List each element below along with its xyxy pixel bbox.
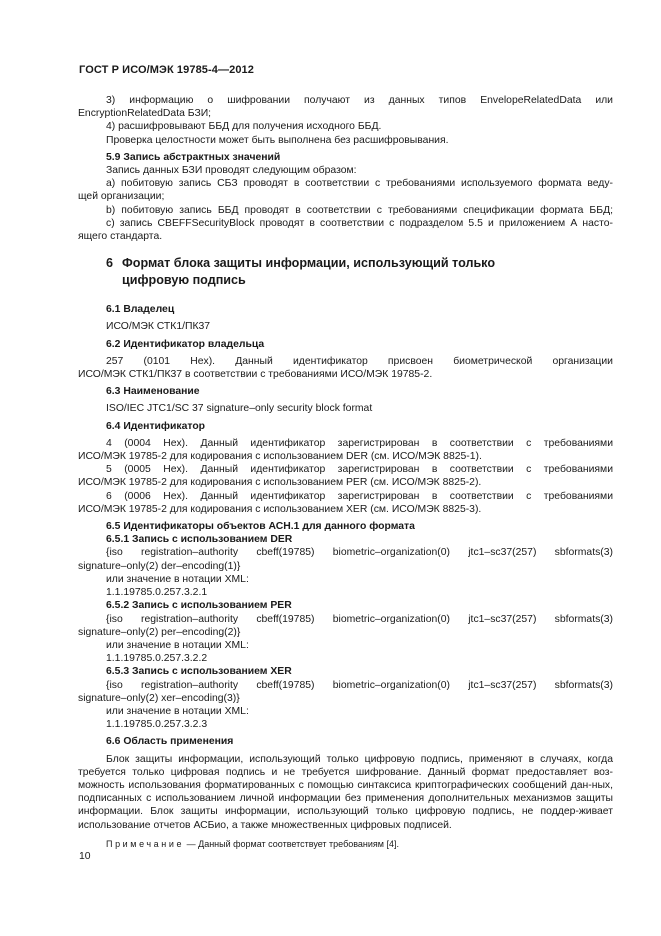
paragraph: EncryptionRelatedData БЗИ; <box>78 108 212 120</box>
note-label: Примечание <box>106 838 185 849</box>
section-heading: 6.1 Владелец <box>106 304 175 316</box>
oid-value: 1.1.19785.0.257.3.2.2 <box>106 653 208 665</box>
chapter-heading <box>106 255 613 289</box>
paragraph: 3) информацию о шифровании получают из данных типов EnvelopeRelatedData или <box>106 95 613 106</box>
document-body <box>78 94 613 851</box>
paragraph: ИСО/МЭК 19785-2 для кодирования с использованием DER (см. ИСО/МЭК 8825-1). <box>78 451 482 463</box>
note <box>78 838 613 851</box>
paragraph: ИСО/МЭК 19785-2 для кодирования с использованием XER (см. ИСО/МЭК 8825-3). <box>78 503 482 515</box>
paragraph: Запись данных БЗИ проводят следующим образом: <box>106 165 357 177</box>
oid-line: {iso registration–authority cbeff(19785) biometric–organization(0) jtc1–sc37(257) sbformats(3) <box>106 547 613 559</box>
section-heading: 6.2 Идентификатор владельца <box>106 338 265 350</box>
paragraph: Проверка целостности может быть выполнена без расшифровывания. <box>106 134 449 146</box>
list-item-continuation: щей организации; <box>78 191 165 203</box>
list-item: c) запись CBEFFSecurityBlock проводят в соответствии с подразделом 5.5 и приложением А насто- <box>106 217 613 229</box>
paragraph: ИСО/МЭК 19785-2 для кодирования с использованием PER (см. ИСО/МЭК 8825-2). <box>78 477 482 489</box>
oid-line: {iso registration–authority cbeff(19785) biometric–organization(0) jtc1–sc37(257) sbformats(3) <box>106 679 613 691</box>
list-item-continuation: ящего стандарта. <box>78 231 163 243</box>
paragraph: или значение в нотации XML: <box>106 573 249 585</box>
oid-line: signature–only(2) per–encoding(2)} <box>78 626 241 638</box>
document-header: ГОСТ Р ИСО/МЭК 19785-4—2012 <box>79 64 254 76</box>
section-heading: 5.9 Запись абстрактных значений <box>106 151 281 163</box>
paragraph: 5 (0005 Hex). Данный идентификатор зарегистрирован в соответствии с требованиями <box>106 464 613 476</box>
paragraph: ИСО/МЭК СТК1/ПК37 <box>106 321 211 333</box>
paragraph: 257 (0101 Hex). Данный идентификатор присвоен биометрической организации <box>106 355 613 367</box>
paragraph: ISO/IEC JTC1/SC 37 signature–only security block format <box>106 403 373 415</box>
oid-value: 1.1.19785.0.257.3.2.3 <box>106 719 208 731</box>
chapter-title-line2: цифровую подпись <box>122 273 246 288</box>
list-item: b) побитовую запись ББД проводят в соответствии с требованиями спецификации формата ББД; <box>106 204 613 216</box>
oid-line: signature–only(2) der–encoding(1)} <box>78 560 241 572</box>
paragraph: Блок защиты информации, использующий только цифровую подпись, применяют в случаях, когда требуется только цифровая подпись и не требуется шифрование. Данный формат предоставляет воз-можность использования форматированных с помощью синтаксиса криптографических сообщений дан-ных, подписанных с использованием личной информации без применения дополнительных механизмов защиты информации. Блок защиты информации, использующий только цифровую подпись, не поддер-живает использование отчетов АСБио, а также множественных цифровых подписей. <box>78 753 613 831</box>
page-number: 10 <box>79 851 91 862</box>
paragraph: 4 (0004 Hex). Данный идентификатор зарегистрирован в соответствии с требованиями <box>106 437 613 449</box>
paragraph: или значение в нотации XML: <box>106 639 249 651</box>
paragraph: 4) расшифровывают ББД для получения исходного ББД. <box>106 121 382 133</box>
section-heading: 6.5 Идентификаторы объектов АСН.1 для данного формата <box>106 521 415 533</box>
section-heading: 6.3 Наименование <box>106 386 200 398</box>
subsection-heading: 6.5.3 Запись с использованием XER <box>106 666 292 678</box>
subsection-heading: 6.5.1 Запись с использованием DER <box>106 534 293 546</box>
chapter-title-line1: Формат блока защиты информации, использующий только <box>122 256 496 271</box>
note-text: — Данный формат соответствует требованиям [4]. <box>184 838 399 849</box>
oid-value: 1.1.19785.0.257.3.2.1 <box>106 587 208 599</box>
oid-line: signature–only(2) xer–encoding(3)} <box>78 692 240 704</box>
list-item: a) побитовую запись СБЗ проводят в соответствии с требованиями используемого формата веду- <box>106 178 613 190</box>
oid-line: {iso registration–authority cbeff(19785) biometric–organization(0) jtc1–sc37(257) sbformats(3) <box>106 613 613 625</box>
subsection-heading: 6.5.2 Запись с использованием PER <box>106 600 292 612</box>
paragraph: или значение в нотации XML: <box>106 705 249 717</box>
section-heading: 6.6 Область применения <box>106 736 234 748</box>
section-heading: 6.4 Идентификатор <box>106 420 206 432</box>
chapter-number: 6 <box>106 256 114 271</box>
paragraph: ИСО/МЭК СТК1/ПК37 в соответствии с требованиями ИСО/МЭК 19785-2. <box>78 369 433 381</box>
paragraph: 6 (0006 Hex). Данный идентификатор зарегистрирован в соответствии с требованиями <box>106 490 613 502</box>
